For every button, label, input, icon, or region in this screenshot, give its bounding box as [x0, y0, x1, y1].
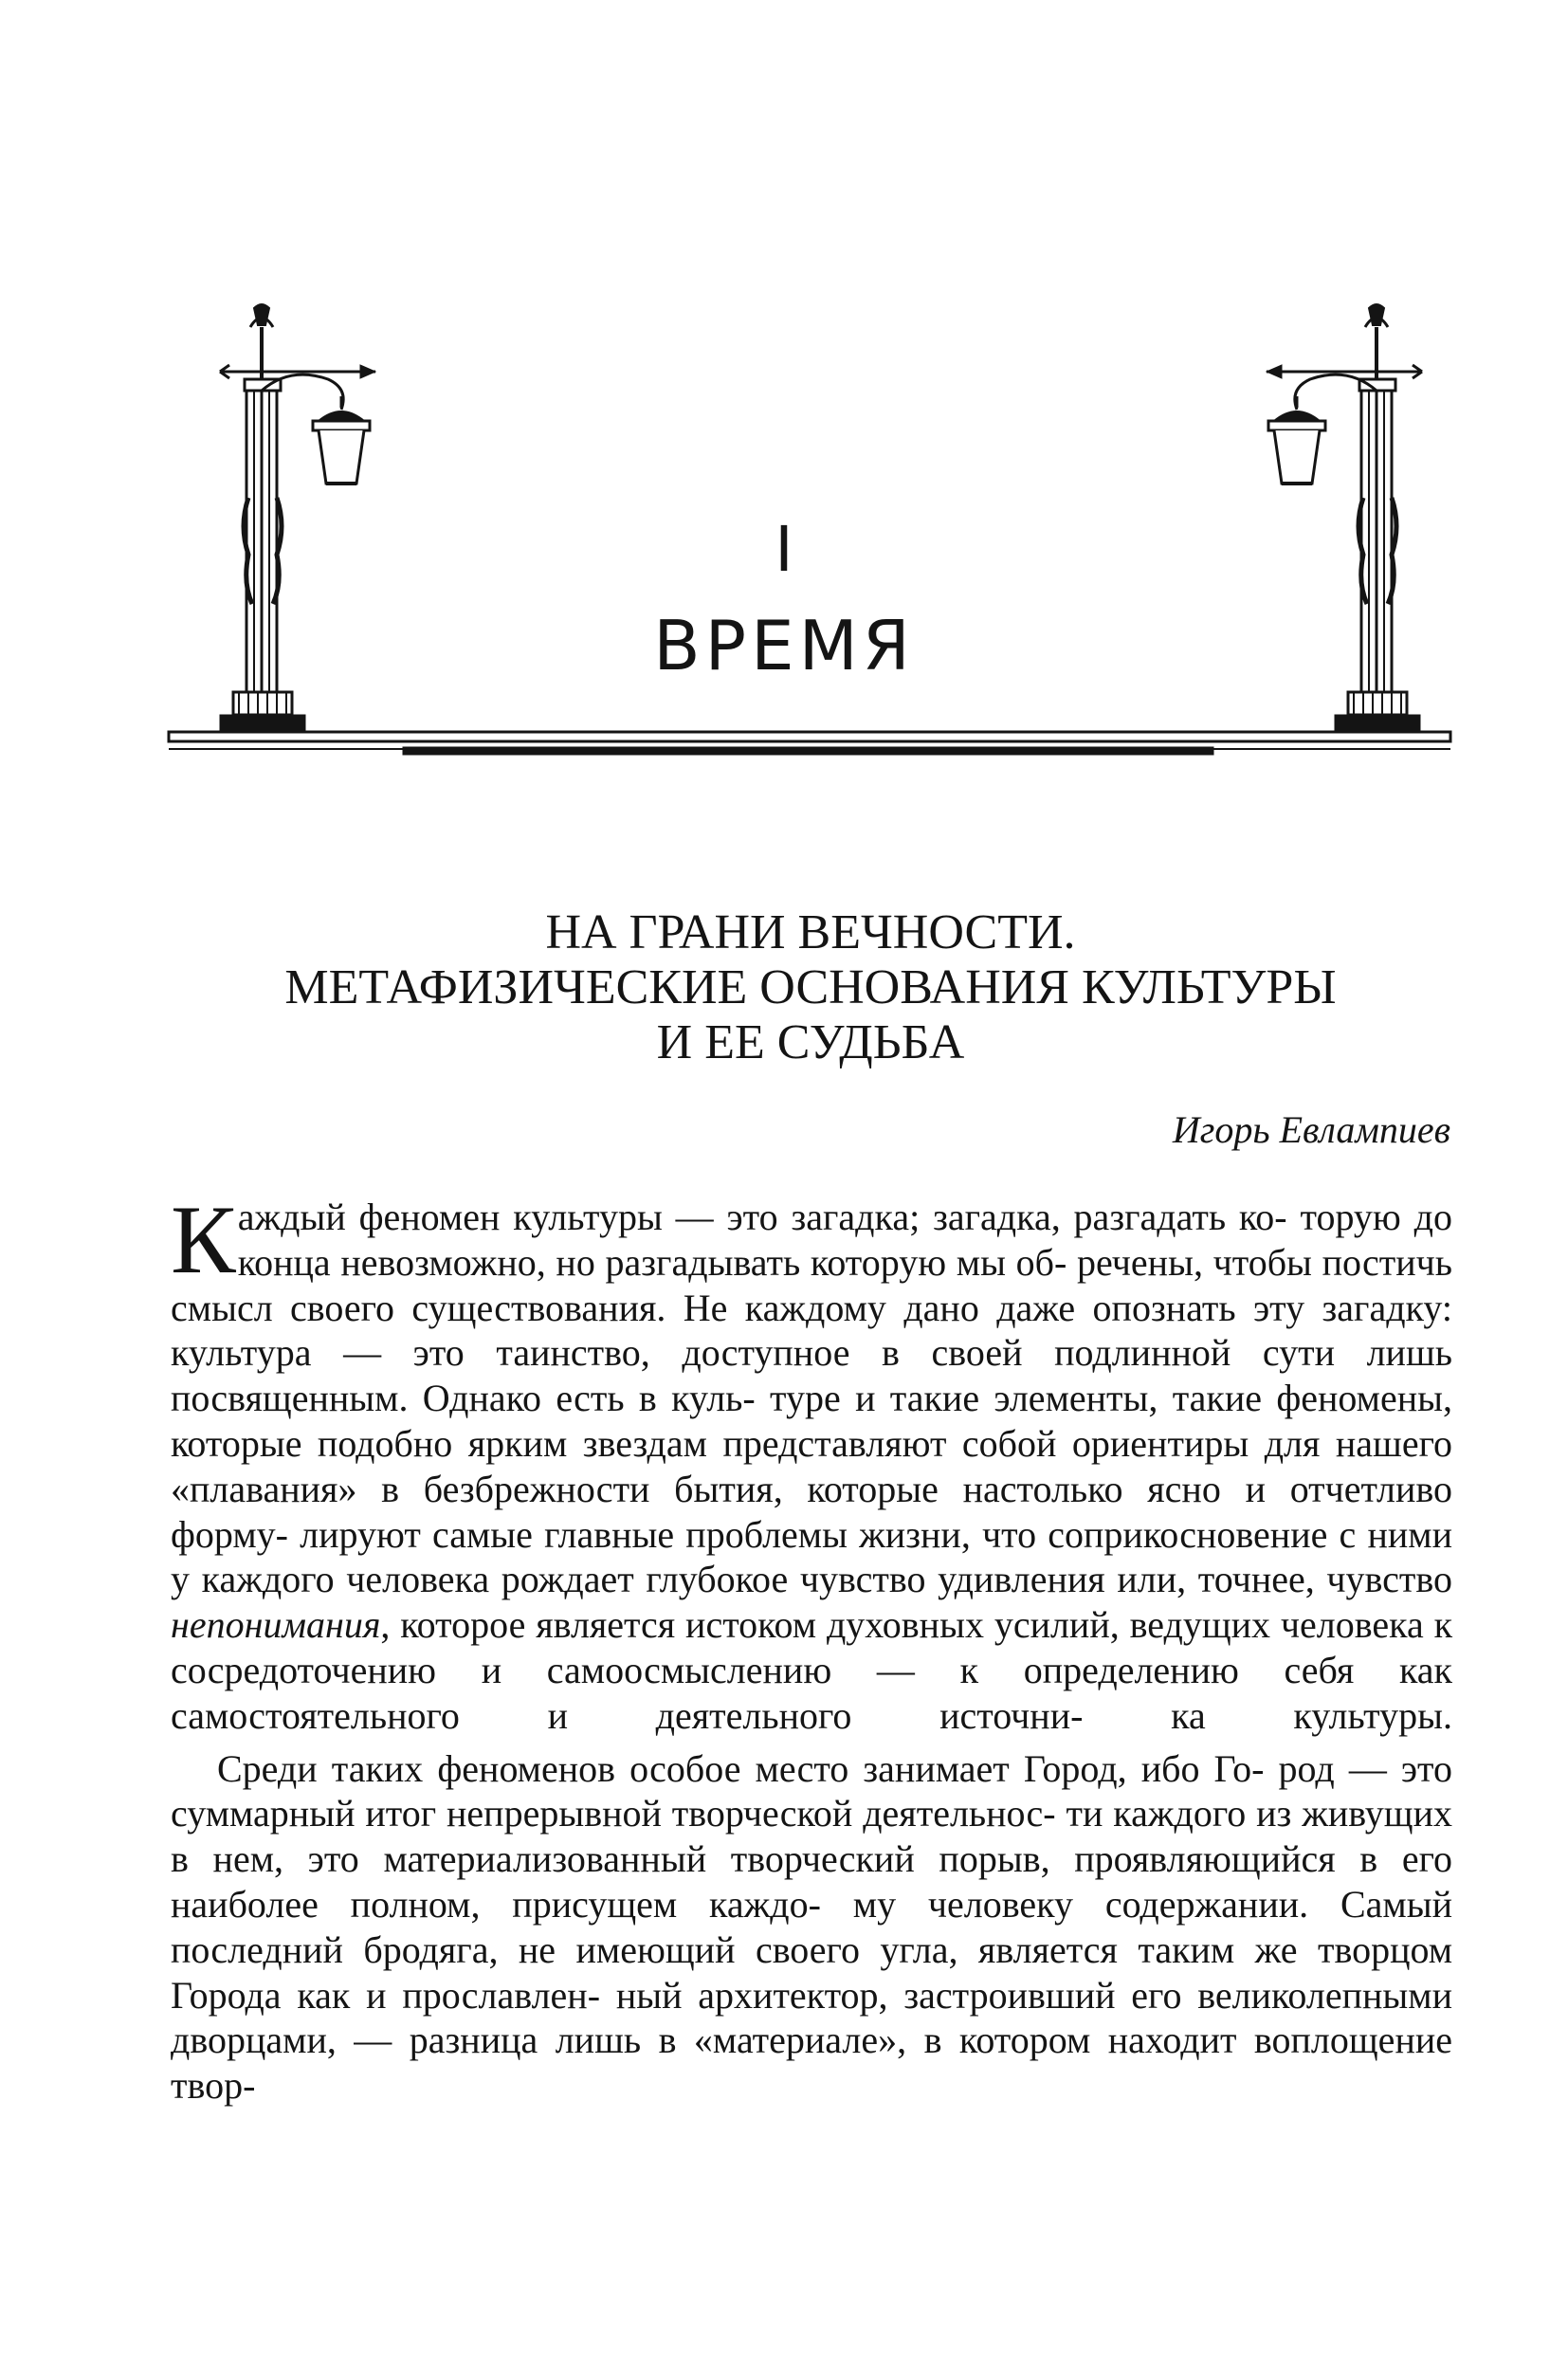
text-line: ка культуры.: [1171, 1693, 1453, 1737]
author-name: Игорь Евлампиев: [1172, 1108, 1450, 1151]
paragraph-2: [171, 1746, 1452, 2109]
text-line: туре и такие элементы, такие феномены, которые подобно ярким: [171, 1377, 1452, 1465]
paragraph-1: [171, 1186, 1453, 1739]
text-line: в своей подлинной сути лишь посвященным. Однако есть в куль-: [171, 1331, 1453, 1420]
text-line: дано даже опознать эту загадку: культура — это таинство, доступное: [171, 1286, 1453, 1375]
article-title-line: МЕТАФИЗИЧЕСКИЕ ОСНОВАНИЯ КУЛЬТУРЫ: [284, 960, 1337, 1014]
text-line: лируют самые главные проблемы жизни, что соприкосновение с: [300, 1512, 1357, 1556]
text-line: род — это суммарный итог непрерывной творческой деятельнос-: [171, 1746, 1453, 1835]
text-line: ти каждого из живущих в нем, это материализованный творческий: [171, 1792, 1453, 1881]
rail-lines: [169, 732, 1450, 755]
text-line: разница лишь в «материале», в котором находит воплощение твор-: [171, 2018, 1453, 2108]
text-line: ними у каждого человека рождает глубокое чувство удивления или,: [171, 1512, 1453, 1601]
text-line: Среди таких феноменов особое место занимает Город, ибо Го-: [217, 1746, 1265, 1790]
text-line: своего угла, является таким же творцом Города как и прославлен-: [171, 1927, 1453, 2017]
text-line: , которое является истоком духовных: [380, 1603, 984, 1647]
text-line: порыв, проявляющийся в его наиболее полном, присущем каждо-: [171, 1837, 1453, 1926]
text-line: му человеку содержании. Самый последний бродяга, не имеющий: [171, 1882, 1453, 1971]
text-line: речены, чтобы постичь смысл своего существования. Не каждому: [171, 1240, 1453, 1329]
text-line: звездам представляют собой ориентиры для нашего «плавания» в: [171, 1421, 1452, 1510]
text-line: торую до конца невозможно, но разгадывать которую мы об-: [237, 1196, 1452, 1284]
drop-cap: К: [171, 1186, 236, 1294]
text-line: безбрежности бытия, которые настолько ясно и отчетливо форму-: [171, 1467, 1452, 1556]
chapter-title: ВРЕМЯ: [653, 606, 915, 685]
text-line: точнее, чувство: [1197, 1558, 1453, 1601]
text-line: усилий, ведущих человека к сосредоточению и самоосмыслению —: [171, 1603, 1453, 1691]
text-line: ный архитектор, застроивший его великолепными дворцами, —: [171, 1973, 1453, 2062]
article-body: [171, 1186, 1453, 2109]
article-title-line: НА ГРАНИ ВЕЧНОСТИ.: [545, 905, 1076, 959]
article-title: [171, 905, 1450, 1070]
chapter-number: I: [775, 513, 793, 586]
emphasis-word: непонимания: [171, 1603, 381, 1647]
text-line: аждый феномен культуры — это загадка; загадка, разгадать ко-: [237, 1196, 1287, 1238]
text-line: к определению себя как самостоятельного и деятельного источни-: [171, 1648, 1452, 1737]
article-title-line: И ЕЕ СУДЬБА: [656, 1015, 965, 1069]
